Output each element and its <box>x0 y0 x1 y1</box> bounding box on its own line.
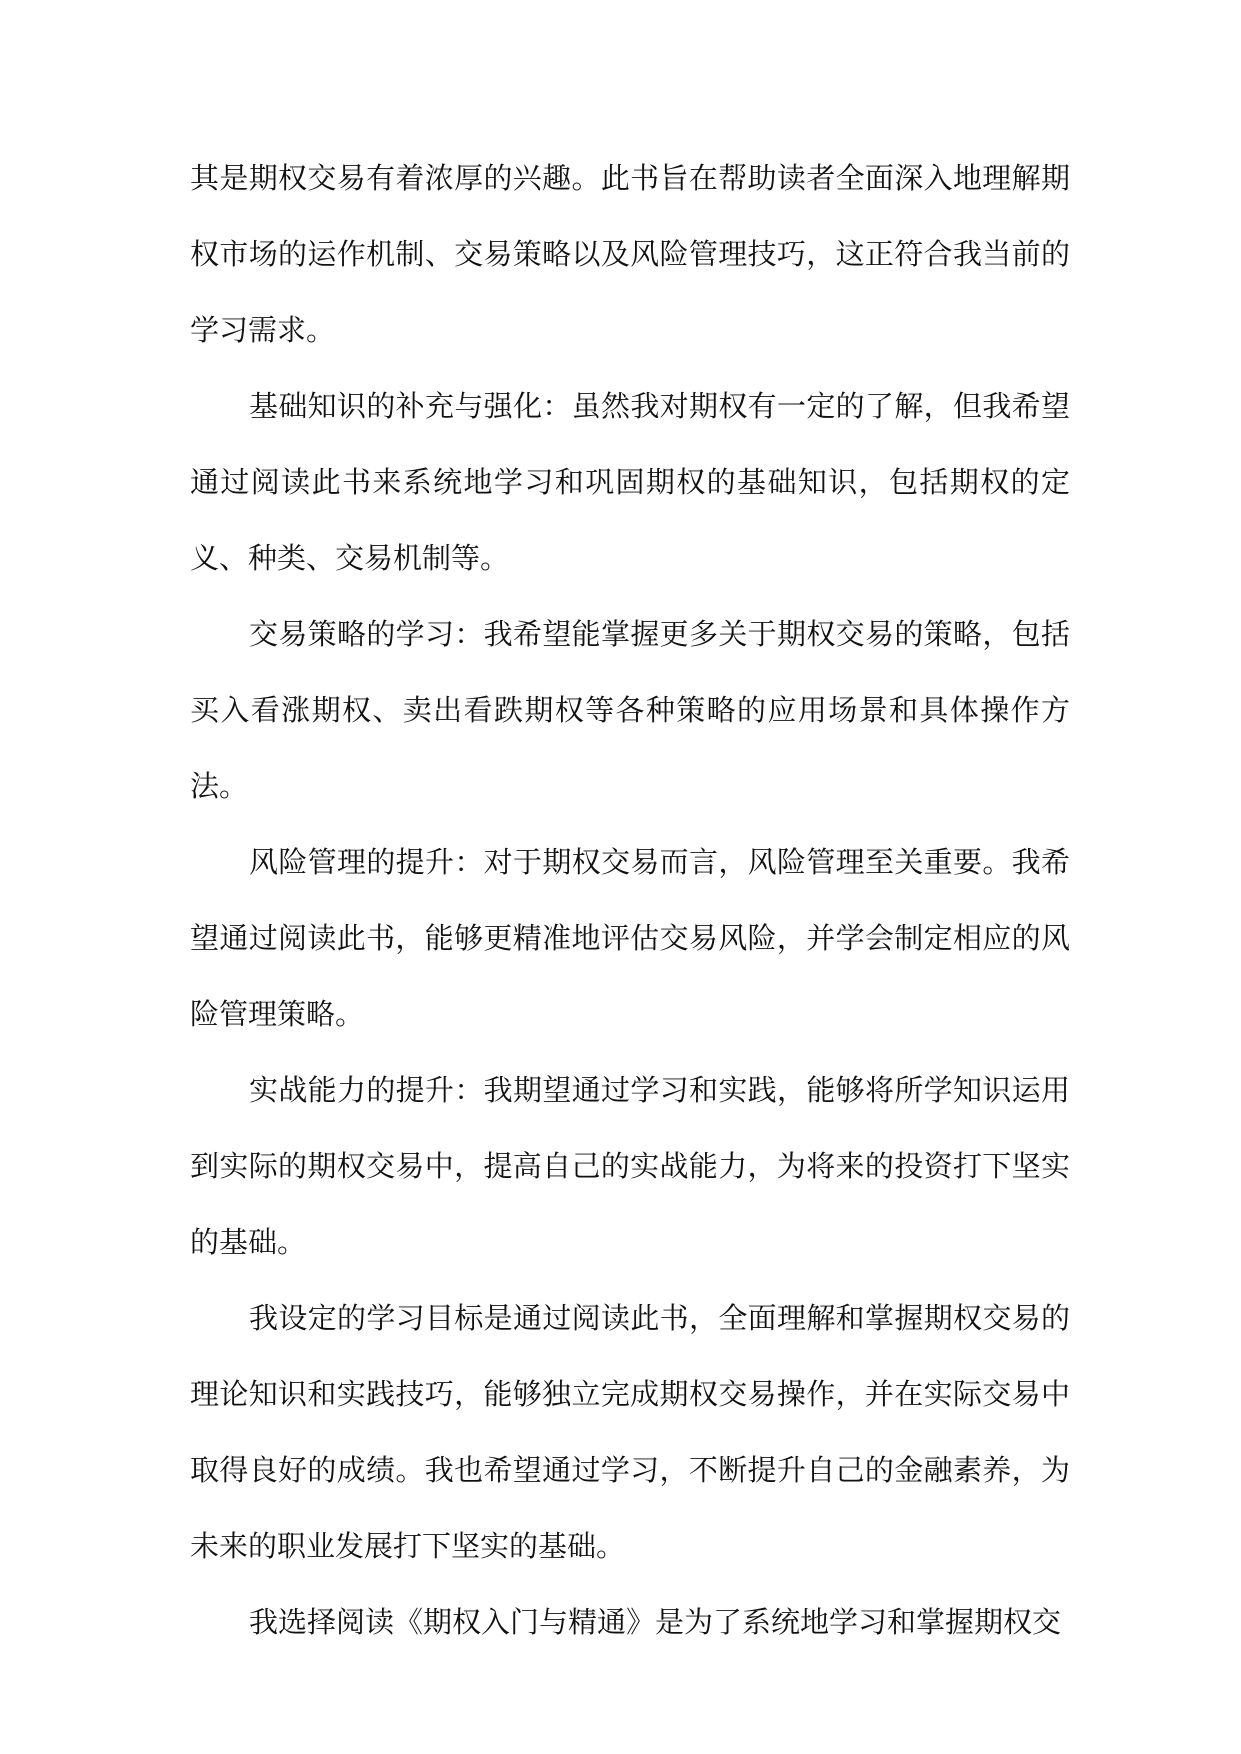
paragraph-learning-goal: 我设定的学习目标是通过阅读此书，全面理解和掌握期权交易的理论知识和实践技巧，能够独立完成期权交易操作，并在实际交易中取得良好的成绩。我也希望通过学习，不断提升自己的金融素养，为未来的职业发展打下坚实的基础。 <box>190 1301 1070 1563</box>
document-body <box>190 140 1070 1660</box>
paragraph-continuation: 其是期权交易有着浓厚的兴趣。此书旨在帮助读者全面深入地理解期权市场的运作机制、交易策略以及风险管理技巧，这正符合我当前的学习需求。 <box>190 161 1070 347</box>
paragraph-practical-ability: 实战能力的提升：我期望通过学习和实践，能够将所学知识运用到实际的期权交易中，提高自己的实战能力，为将来的投资打下坚实的基础。 <box>190 1073 1070 1259</box>
paragraph-trading-strategy: 交易策略的学习：我希望能掌握更多关于期权交易的策略，包括买入看涨期权、卖出看跌期权等各种策略的应用场景和具体操作方法。 <box>190 617 1070 803</box>
paragraph-basic-knowledge: 基础知识的补充与强化：虽然我对期权有一定的了解，但我希望通过阅读此书来系统地学习和巩固期权的基础知识，包括期权的定义、种类、交易机制等。 <box>190 389 1070 575</box>
paragraph-risk-management: 风险管理的提升：对于期权交易而言，风险管理至关重要。我希望通过阅读此书，能够更精准地评估交易风险，并学会制定相应的风险管理策略。 <box>190 845 1070 1031</box>
paragraph-book-choice: 我选择阅读《期权入门与精通》是为了系统地学习和掌握期权交 <box>249 1605 1062 1639</box>
